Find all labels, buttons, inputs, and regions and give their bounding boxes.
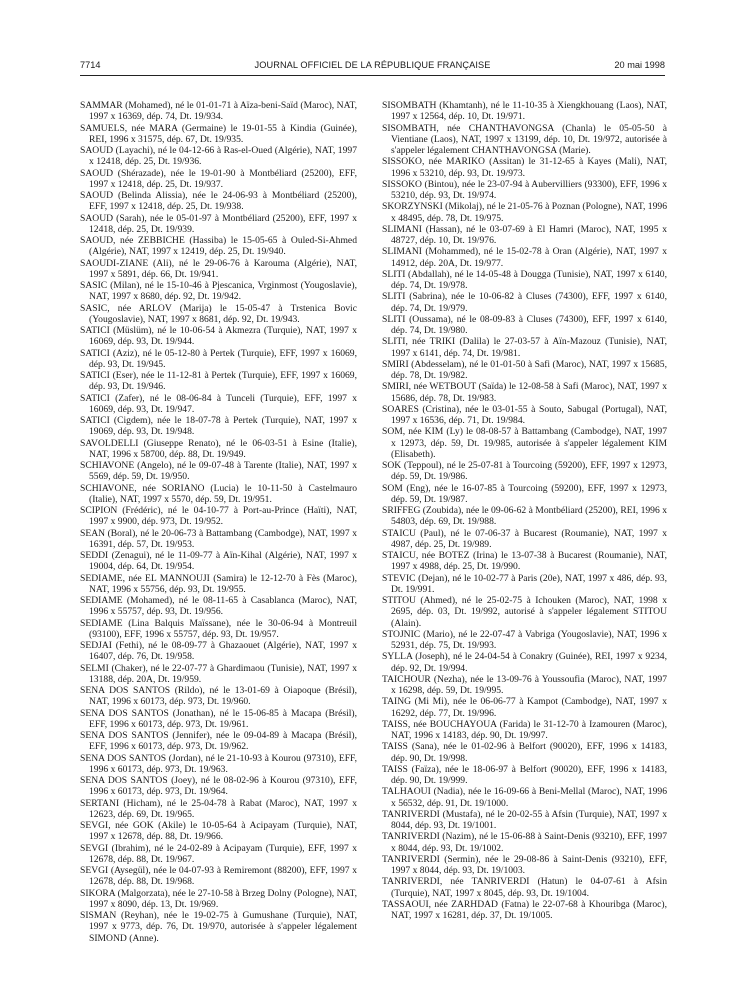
decree-entry: SATICI (Eser), née le 11-12-81 à Pertek (Turquie), EFF, 1997 x 16069, dép. 93, Dt. 19/946.: [80, 370, 357, 393]
decree-entry: SAMUELS, née MARA (Germaine) le 19-01-55 à Kindia (Guinée), REI, 1996 x 31575, dép. 67, Dt. 19/935.: [80, 122, 357, 145]
decree-entry: SAOUDI-ZIANE (Ali), né le 29-06-76 à Karouma (Algérie), NAT, 1997 x 5891, dép. 66, Dt. 19/941.: [80, 257, 357, 280]
decree-entry: SCIPION (Frédéric), né le 04-10-77 à Port-au-Prince (Haïti), NAT, 1997 x 9900, dép. 973, Dt. 19/952.: [80, 505, 357, 528]
right-column: [382, 100, 667, 921]
decree-entry: STEVIC (Dejan), né le 10-02-77 à Paris (20e), NAT, 1997 x 486, dép. 93, Dt. 19/991.: [382, 572, 667, 595]
decree-entry: TAISS, née BOUCHAYOUA (Farida) le 31-12-70 à Izamouren (Maroc), NAT, 1996 x 14183, dép. 90, Dt. 19/997.: [382, 718, 667, 741]
decree-entry: SAOUD (Shérazade), née le 19-01-90 à Montbéliard (25200), EFF, 1997 x 12418, dép. 25, Dt. 19/937.: [80, 167, 357, 190]
decree-entry: SATICI (Cigdem), née le 18-07-78 à Pertek (Turquie), NAT, 1997 x 19069, dép. 93, Dt. 19/948.: [80, 415, 357, 438]
left-column: [80, 100, 357, 944]
decree-entry: SISSOKO (Bintou), née le 23-07-94 à Aubervilliers (93300), EFF, 1996 x 53210, dép. 93, Dt. 19/974.: [382, 178, 667, 201]
decree-entry: SISSOKO, née MARIKO (Assitan) le 31-12-65 à Kayes (Mali), NAT, 1996 x 53210, dép. 93, Dt. 19/973.: [382, 156, 667, 179]
decree-entry: SERTANI (Hicham), né le 25-04-78 à Rabat (Maroc), NAT, 1997 x 12623, dép. 69, Dt. 19/965.: [80, 797, 357, 820]
decree-entry: SEVGI (Aysegül), née le 04-07-93 à Remiremont (88200), EFF, 1997 x 12678, dép. 88, Dt. 19/968.: [80, 865, 357, 888]
decree-entry: SENA DOS SANTOS (Rildo), né le 13-01-69 à Oiapoque (Brésil), NAT, 1996 x 60173, dép. 973, Dt. 19/960.: [80, 685, 357, 708]
decree-entry: SISMAN (Reyhan), née le 19-02-75 à Gumushane (Turquie), NAT, 1997 x 9773, dép. 76, Dt. 19/970, autorisée à s'appeler légalement SIMOND (Anne).: [80, 910, 357, 944]
decree-entry: SATICI (Aziz), né le 05-12-80 à Pertek (Turquie), EFF, 1997 x 16069, dép. 93, Dt. 19/945.: [80, 347, 357, 370]
decree-entry: SLITI, née TRIKI (Dalila) le 27-03-57 à Aïn-Mazouz (Tunisie), NAT, 1997 x 6141, dép. 74, Dt. 19/981.: [382, 336, 667, 359]
decree-entry: TANRIVERDI (Sermin), née le 29-08-86 à Saint-Denis (93210), EFF, 1997 x 8044, dép. 93, Dt. 19/1003.: [382, 853, 667, 876]
decree-entry: SENA DOS SANTOS (Joey), né le 08-02-96 à Kourou (97310), EFF, 1996 x 60173, dép. 973, Dt. 19/964.: [80, 775, 357, 798]
decree-entry: TASSAOUI, née ZARHDAD (Fatna) le 22-07-68 à Khouribga (Maroc), NAT, 1997 x 16281, dép. 37, Dt. 19/1005.: [382, 898, 667, 921]
decree-entry: SELMI (Chaker), né le 22-07-77 à Ghardimaou (Tunisie), NAT, 1997 x 13188, dép. 20A, Dt. 19/959.: [80, 662, 357, 685]
decree-entry: TAISS (Faïza), née le 18-06-97 à Belfort (90020), EFF, 1996 x 14183, dép. 90, Dt. 19/999.: [382, 763, 667, 786]
decree-entry: SENA DOS SANTOS (Jordan), né le 21-10-93 à Kourou (97310), EFF, 1996 x 60173, dép. 973, Dt. 19/963.: [80, 752, 357, 775]
decree-entry: SAOUD (Belinda Alissia), née le 24-06-93 à Montbéliard (25200), EFF, 1997 x 12418, dép. 25, Dt. 19/938.: [80, 190, 357, 213]
decree-entry: SEVGI, née GOK (Akile) le 10-05-64 à Acipayam (Turquie), NAT, 1997 x 12678, dép. 88, Dt. 19/966.: [80, 820, 357, 843]
decree-entry: SOK (Teppoul), né le 25-07-81 à Tourcoing (59200), EFF, 1997 x 12973, dép. 59, Dt. 19/986.: [382, 460, 667, 483]
decree-entry: SIKORA (Malgorzata), née le 27-10-58 à Brzeg Dolny (Pologne), NAT, 1997 x 8090, dép. 13, Dt. 19/969.: [80, 887, 357, 910]
decree-entry: SEAN (Boral), né le 20-06-73 à Battambang (Cambodge), NAT, 1997 x 16391, dép. 57, Dt. 19/953.: [80, 527, 357, 550]
decree-entry: SLITI (Sabrina), née le 10-06-82 à Cluses (74300), EFF, 1997 x 6140, dép. 74, Dt. 19/979.: [382, 291, 667, 314]
decree-entry: SENA DOS SANTOS (Jennifer), née le 09-04-89 à Macapa (Brésil), EFF, 1996 x 60173, dép. 973, Dt. 19/962.: [80, 730, 357, 753]
decree-entry: SEDIAME (Lina Balquis Maïssane), née le 30-06-94 à Montreuil (93100), EFF, 1996 x 55757, dép. 93, Dt. 19/957.: [80, 617, 357, 640]
decree-entry: SMIRI (Abdesselam), né le 01-01-50 à Safi (Maroc), NAT, 1997 x 15685, dép. 78, Dt. 19/982.: [382, 358, 667, 381]
decree-entry: STITOU (Ahmed), né le 25-02-75 à Ichouken (Maroc), NAT, 1998 x 2695, dép. 03, Dt. 19/992, autorisé à s'appeler légalement STITOU (Alain).: [382, 595, 667, 629]
decree-entry: SISOMBATH (Khamtanh), né le 11-10-35 à Xiengkhouang (Laos), NAT, 1997 x 12564, dép. 10, Dt. 19/971.: [382, 100, 667, 123]
decree-entry: STAICU (Paul), né le 07-06-37 à Bucarest (Roumanie), NAT, 1997 x 4987, dép. 25, Dt. 19/989.: [382, 527, 667, 550]
decree-entry: SEVGI (Ibrahim), né le 24-02-89 à Acipayam (Turquie), EFF, 1997 x 12678, dép. 88, Dt. 19/967.: [80, 842, 357, 865]
decree-entry: SEDDI (Zenagui), né le 11-09-77 à Aïn-Kihal (Algérie), NAT, 1997 x 19004, dép. 64, Dt. 19/954.: [80, 550, 357, 573]
journal-title: JOURNAL OFFICIEL DE LA RÉPUBLIQUE FRANÇAISE: [254, 60, 491, 70]
decree-entry: SLIMANI (Hassan), né le 03-07-69 à El Hamri (Maroc), NAT, 1995 x 48727, dép. 10, Dt. 19/976.: [382, 223, 667, 246]
decree-entry: SOARES (Cristina), née le 03-01-55 à Souto, Sabugal (Portugal), NAT, 1997 x 16536, dép. 71, Dt. 19/984.: [382, 403, 667, 426]
page-header: [80, 60, 665, 72]
decree-entry: SASIC (Milan), né le 15-10-46 à Pjescanica, Vrginmost (Yougoslavie), NAT, 1997 x 8680, dép. 92, Dt. 19/942.: [80, 280, 357, 303]
decree-entry: STOJNIC (Mario), né le 22-07-47 à Vabriga (Yougoslavie), NAT, 1996 x 52931, dép. 75, Dt. 19/993.: [382, 628, 667, 651]
decree-entry: SENA DOS SANTOS (Jonathan), né le 15-06-85 à Macapa (Brésil), EFF, 1996 x 60173, dép. 973, Dt. 19/961.: [80, 707, 357, 730]
decree-entry: TANRIVERDI, née TANRIVERDI (Hatun) le 04-07-61 à Afsin (Turquie), NAT, 1997 x 8045, dép. 93, Dt. 19/1004.: [382, 876, 667, 899]
decree-entry: SOM (Eng), née le 16-07-85 à Tourcoing (59200), EFF, 1997 x 12973, dép. 59, Dt. 19/987.: [382, 482, 667, 505]
decree-entry: SYLLA (Joseph), né le 24-04-54 à Conakry (Guinée), REI, 1997 x 9234, dép. 92, Dt. 19/994.: [382, 651, 667, 674]
decree-entry: STAICU, née BOTEZ (Irina) le 13-07-38 à Bucarest (Roumanie), NAT, 1997 x 4988, dép. 25, Dt. 19/990.: [382, 550, 667, 573]
decree-entry: SRIFFEG (Zoubida), née le 09-06-62 à Montbéliard (25200), REI, 1996 x 54803, dép. 69, Dt. 19/988.: [382, 505, 667, 528]
decree-entry: SKORZYNSKI (Mikolaj), né le 21-05-76 à Poznan (Pologne), NAT, 1996 x 48495, dép. 78, Dt. 19/975.: [382, 201, 667, 224]
issue-date: 20 mai 1998: [614, 60, 665, 70]
decree-entry: SEDJAI (Fethi), né le 08-09-77 à Ghazaouet (Algérie), NAT, 1997 x 16407, dép. 76, Dt. 19/958.: [80, 640, 357, 663]
decree-entry: TAING (Mi Mi), née le 06-06-77 à Kampot (Cambodge), NAT, 1997 x 16292, dép. 77, Dt. 19/996.: [382, 696, 667, 719]
decree-entry: SATICI (Zafer), né le 08-06-84 à Tunceli (Turquie), EFF, 1997 x 16069, dép. 93, Dt. 19/947.: [80, 392, 357, 415]
page-number: 7714: [80, 60, 101, 70]
decree-entry: SEDIAME, née EL MANNOUJI (Samira) le 12-12-70 à Fès (Maroc), NAT, 1996 x 55756, dép. 93, Dt. 19/955.: [80, 572, 357, 595]
decree-entry: SOM, née KIM (Ly) le 08-08-57 à Battambang (Cambodge), NAT, 1997 x 12973, dép. 59, Dt. 19/985, autorisée à s'appeler légalement KIM (Elisabeth).: [382, 426, 667, 460]
decree-entry: SLITI (Oussama), né le 08-09-83 à Cluses (74300), EFF, 1997 x 6140, dép. 74, Dt. 19/980.: [382, 313, 667, 336]
decree-entry: SAOUD (Layachi), né le 04-12-66 à Ras-el-Oued (Algérie), NAT, 1997 x 12418, dép. 25, Dt. 19/936.: [80, 145, 357, 168]
decree-entry: TANRIVERDI (Mustafa), né le 20-02-55 à Afsin (Turquie), NAT, 1997 x 8044, dép. 93, Dt. 19/1001.: [382, 808, 667, 831]
decree-entry: SASIC, née ARLOV (Marija) le 15-05-47 à Trstenica Bovic (Yougoslavie), NAT, 1997 x 8681, dép. 92, Dt. 19/943.: [80, 302, 357, 325]
decree-entry: TAISS (Sana), née le 01-02-96 à Belfort (90020), EFF, 1996 x 14183, dép. 90, Dt. 19/998.: [382, 741, 667, 764]
decree-entry: SAOUD (Sarah), née le 05-01-97 à Montbéliard (25200), EFF, 1997 x 12418, dép. 25, Dt. 19/939.: [80, 212, 357, 235]
decree-entry: TANRIVERDI (Nazim), né le 15-06-88 à Saint-Denis (93210), EFF, 1997 x 8044, dép. 93, Dt. 19/1002.: [382, 831, 667, 854]
decree-entry: SCHIAVONE, née SORIANO (Lucia) le 10-11-50 à Castelmauro (Italie), NAT, 1997 x 5570, dép. 59, Dt. 19/951.: [80, 482, 357, 505]
decree-entry: SMIRI, née WETBOUT (Saïda) le 12-08-58 à Safi (Maroc), NAT, 1997 x 15686, dép. 78, Dt. 19/983.: [382, 381, 667, 404]
decree-entry: SCHIAVONE (Angelo), né le 09-07-48 à Tarente (Italie), NAT, 1997 x 5569, dép. 59, Dt. 19/950.: [80, 460, 357, 483]
decree-entry: SAMMAR (Mohamed), né le 01-01-71 à Aïza-beni-Saïd (Maroc), NAT, 1997 x 16369, dép. 74, Dt. 19/934.: [80, 100, 357, 123]
decree-entry: SAVOLDELLI (Giuseppe Renato), né le 06-03-51 à Esine (Italie), NAT, 1996 x 58700, dép. 88, Dt. 19/949.: [80, 437, 357, 460]
decree-entry: SATICI (Müslüm), né le 10-06-54 à Akmezra (Turquie), NAT, 1997 x 16069, dép. 93, Dt. 19/944.: [80, 325, 357, 348]
decree-entry: SLIMANI (Mohammed), né le 15-02-78 à Oran (Algérie), NAT, 1997 x 14912, dép. 20A, Dt. 19/977.: [382, 246, 667, 269]
decree-entry: SAOUD, née ZEBBICHE (Hassiba) le 15-05-65 à Ouled-Si-Ahmed (Algérie), NAT, 1997 x 12419, dép. 25, Dt. 19/940.: [80, 235, 357, 258]
decree-entry: TAICHOUR (Nezha), née le 13-09-76 à Youssoufia (Maroc), NAT, 1997 x 16298, dép. 59, Dt. 19/995.: [382, 673, 667, 696]
decree-entry: SLITI (Abdallah), né le 14-05-48 à Dougga (Tunisie), NAT, 1997 x 6140, dép. 74, Dt. 19/978.: [382, 268, 667, 291]
header-rule: [80, 75, 665, 76]
decree-entry: TALHAOUI (Nadia), née le 16-09-66 à Beni-Mellal (Maroc), NAT, 1996 x 56532, dép. 91, Dt. 19/1000.: [382, 786, 667, 809]
decree-entry: SISOMBATH, née CHANTHAVONGSA (Chanla) le 05-05-50 à Vientiane (Laos), NAT, 1997 x 13199, dép. 10, Dt. 19/972, autorisée à s'appeler légalement CHANTHAVONGSA (Marie).: [382, 122, 667, 156]
decree-entry: SEDIAME (Mohamed), né le 08-11-65 à Casablanca (Maroc), NAT, 1996 x 55757, dép. 93, Dt. 19/956.: [80, 595, 357, 618]
